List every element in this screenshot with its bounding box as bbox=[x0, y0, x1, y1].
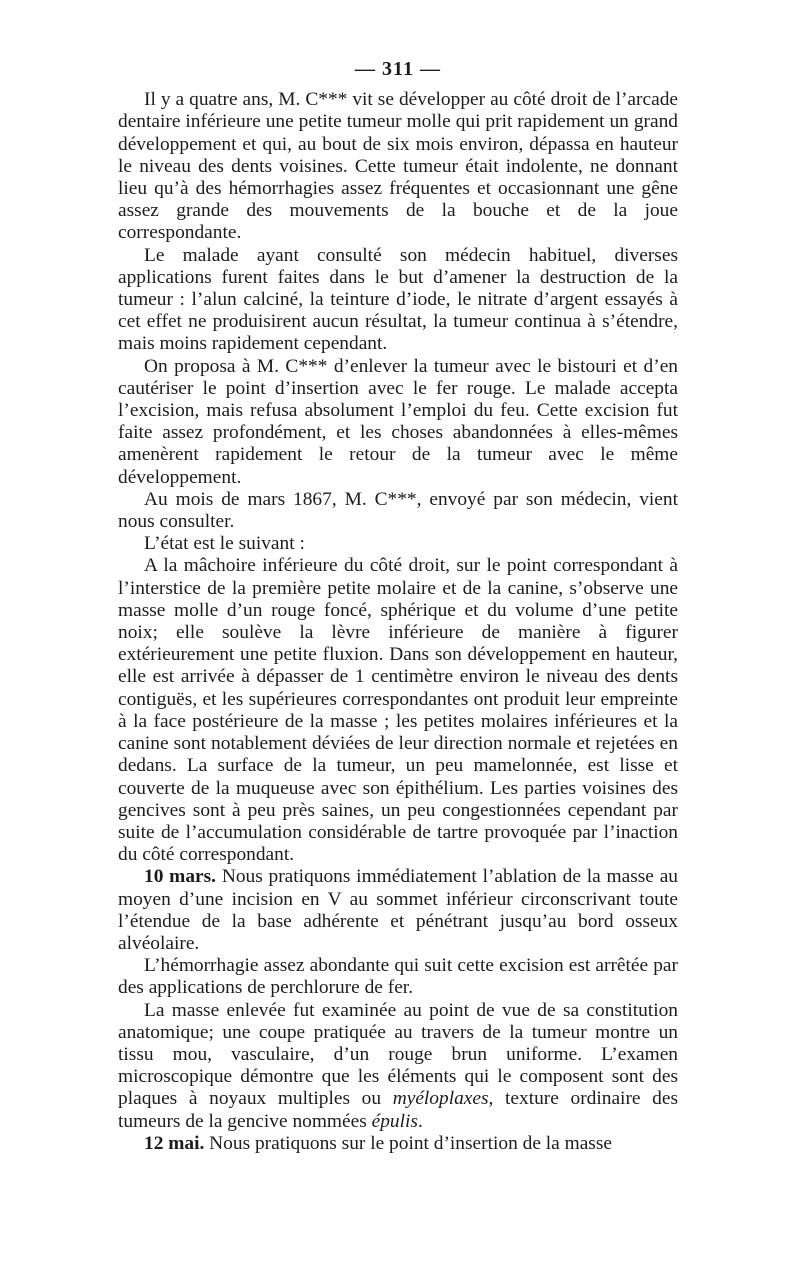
paragraph-hemorrhage: L’hémorrhagie assez abondante qui suit cette excision est arrêtée par des applications de perchlorure de fer. bbox=[118, 955, 678, 999]
book-page bbox=[118, 58, 678, 1155]
anatomy-text-end: . bbox=[417, 1110, 423, 1132]
paragraph-march-entry bbox=[118, 866, 678, 955]
paragraph-state-intro: L’état est le suivant : bbox=[144, 533, 305, 555]
paragraph-consultation: Au mois de mars 1867, M. C***, envoyé par son médecin, vient nous consulter. bbox=[118, 488, 678, 533]
entry-text: Nous pratiquons sur le point d’insertion de la masse bbox=[204, 1132, 613, 1154]
paragraph-treatments: Le malade ayant consulté son médecin habituel, diverses applications furent faites dans le but d’amener la destruction de la tumeur : l’alun calciné, la teinture d’iode, le nitrate d’argent essayés à cet effet ne produisirent aucun résultat, la tumeur continua à s’étendre, mais moins rapidement cependant. bbox=[118, 244, 678, 355]
entry-date: 10 mars. bbox=[144, 866, 217, 888]
anatomy-text: La masse enlevée fut examinée au point de vue de sa constitution anatomique; une coupe pratiquée au travers de la tumeur montre un tissu mou, vasculaire, d’un rouge brun uniforme. L’examen microscopique démontre que les éléments qui le composent sont des plaques à noyaux multiples ou bbox=[118, 999, 678, 1110]
anatomy-text-continued: , texture ordinaire des tumeurs de la gencive nommées bbox=[118, 1088, 678, 1132]
entry-text: Nous pratiquons immédiatement l’ablation de la masse au moyen d’une incision en V au sommet inférieur circonscrivant toute l’étendue de la base adhérente et pénétrant jusqu’au bord osseux alvéolaire. bbox=[118, 866, 678, 954]
page-number: — 311 — bbox=[355, 58, 441, 80]
paragraph-excision: On proposa à M. C*** d’enlever la tumeur avec le bistouri et d’en cautériser le point d’insertion avec le fer rouge. Le malade accepta l’excision, mais refusa absolument l’emploi du feu. Cette excision fut faite assez profondément, et les choses abandonnées à elles-mêmes amenèrent rapidement le retour de la tumeur avec le même développement. bbox=[118, 355, 678, 488]
paragraph-state-description: A la mâchoire inférieure du côté droit, sur le point correspondant à l’interstice de la première petite molaire et de la canine, s’observe une masse molle d’un rouge foncé, sphérique et du volume d’une petite noix; elle soulève la lèvre inférieure de manière à figurer extérieurement une petite fluxion. Dans son développement en hauteur, elle est arrivée à dépasser de 1 centimètre environ le niveau des dents contiguës, et les supérieures correspondantes ont produit leur empreinte à la face postérieure de la masse ; les petites molaires inférieures et la canine sont notablement déviées de leur direction normale et rejetées en dedans. La surface de la tumeur, un peu mamelonnée, est lisse et couverte de la muqueuse avec son épithélium. Les parties voisines des gencives sont à peu près saines, un peu congestionnées cependant par suite de l’accumulation considérable de tartre provoquée par l’inaction du côté correspondant. bbox=[118, 555, 678, 866]
italic-term: épulis bbox=[371, 1110, 418, 1132]
paragraph-anatomy bbox=[118, 1000, 678, 1133]
entry-date: 12 mai. bbox=[144, 1132, 205, 1154]
italic-term: myéloplaxes bbox=[392, 1088, 489, 1110]
paragraph-may-entry bbox=[118, 1133, 678, 1155]
paragraph-history: Il y a quatre ans, M. C*** vit se développer au côté droit de l’arcade dentaire inférieure une petite tumeur molle qui prit rapidement un grand développement et qui, au bout de six mois environ, dépassa en hauteur le niveau des dents voisines. Cette tumeur était indolente, ne donnant lieu qu’à des hémorrhagies assez fréquentes et occasionnant une gêne assez grande des mouvements de la bouche et de la joue correspondante. bbox=[118, 89, 678, 244]
